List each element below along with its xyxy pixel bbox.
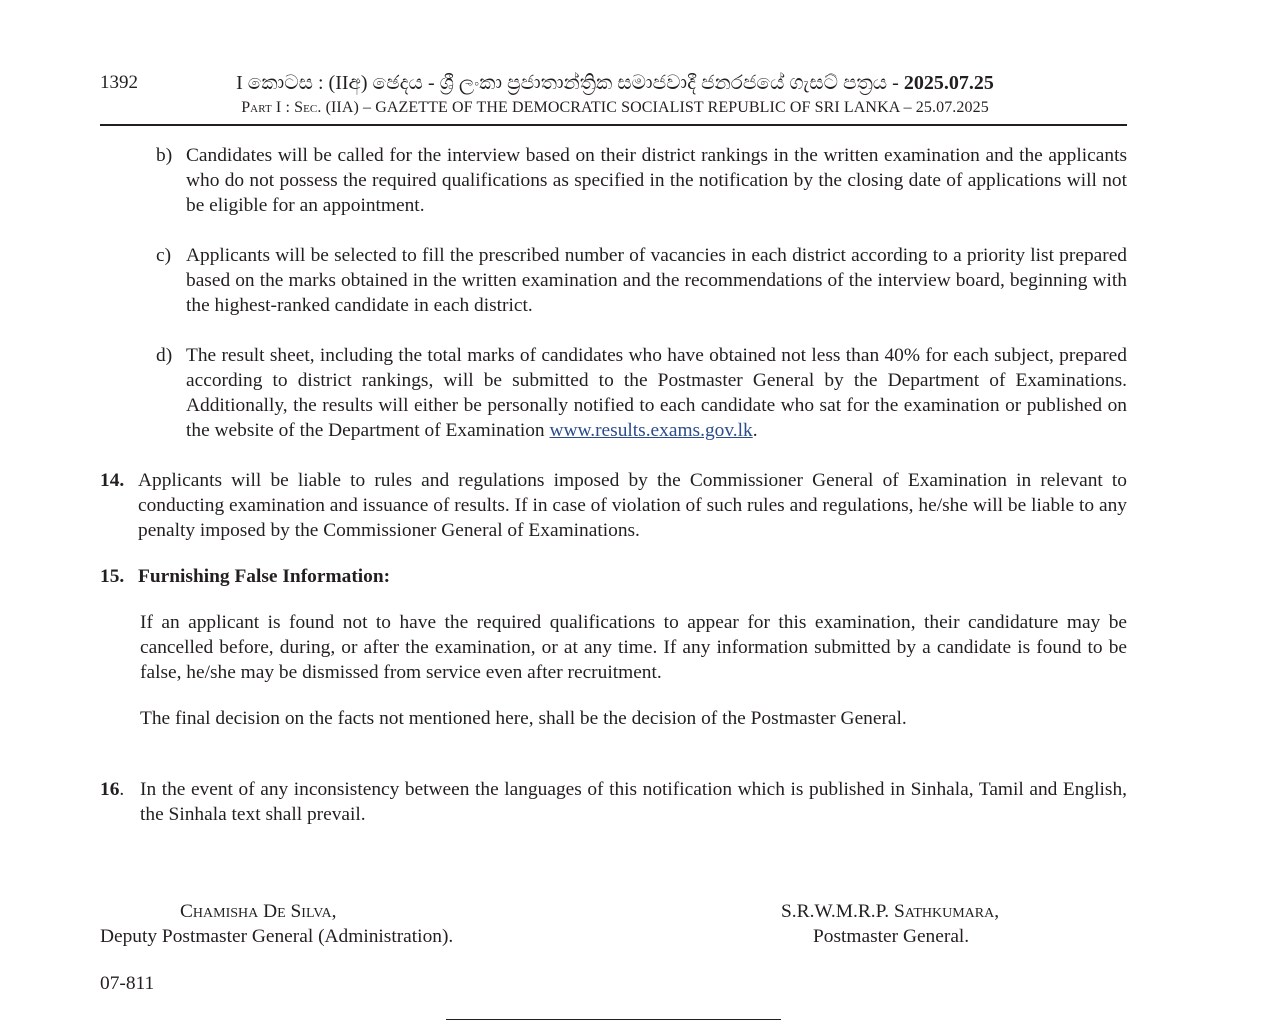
section-15-paragraph-2: The final decision on the facts not mentioned here, shall be the decision of the Postmaster General. <box>140 708 907 729</box>
section-16-number: 16. <box>100 779 125 800</box>
section-15-heading: Furnishing False Information: <box>138 566 391 587</box>
header-gazette-title: (IIA) – GAZETTE OF THE DEMOCRATIC SOCIALIST REPUBLIC OF SRI LANKA – 25.07.2025 <box>325 99 989 116</box>
signatory-right-name: S.R.W.M.R.P. Sathkumara, <box>781 901 1000 922</box>
header-divider <box>100 124 1127 126</box>
section-15-number: 15. <box>100 566 125 587</box>
footer-divider <box>446 1019 781 1020</box>
signatory-left-title: Deputy Postmaster General (Administration). <box>100 926 454 947</box>
section-14-text: Applicants will be liable to rules and regulations imposed by the Commissioner General of Examination in relevant to conducting examination and issuance of results. If in case of violation of such rules and regulations, he/she will be liable to any penalty imposed by the Commissioner General of Examinations. <box>138 470 1127 541</box>
item-d-end: . <box>752 420 758 441</box>
section-16-text: In the event of any inconsistency between the languages of this notification which is published in Sinhala, Tamil and English, the Sinhala text shall prevail. <box>140 779 1127 825</box>
item-c-text: Applicants will be selected to fill the prescribed number of vacancies in each district according to a priority list prepared based on the marks obtained in the written examination and the recommendations of the interview board, beginning with the highest-ranked candidate in each district. <box>186 245 1127 316</box>
sinhala-running-header <box>130 72 1100 95</box>
sinhala-header-title: I කොටස : (IIඅ) ඡෙදය - ශ්‍රී ලංකා ප්‍රජාතාන්ත්‍රික සමාජවාදී ජනරජයේ ගැසට් පත්‍රය - <box>236 72 899 94</box>
item-b-text: Candidates will be called for the interview based on their district rankings in the written examination and the applicants who do not possess the required qualifications as specified in the notification by the closing date of applications will not be eligible for an appointment. <box>186 145 1127 216</box>
header-part: Part I <box>241 99 282 116</box>
header-sec-label: Sec. <box>294 99 322 116</box>
results-website-link[interactable]: www.results.exams.gov.lk <box>549 420 753 441</box>
signatory-left-name: Chamisha De Silva, <box>180 901 337 922</box>
item-b-marker: b) <box>156 145 173 166</box>
sinhala-header-date: 2025.07.25 <box>903 72 994 94</box>
section-15-paragraph-1: If an applicant is found not to have the required qualifications to appear for this examination, their candidature may be cancelled before, during, or after the examination, or at any time. If any information submitted by a candidate is found to be false, he/she may be dismissed from service even after recruitment. <box>140 612 1127 683</box>
item-d-paragraph <box>186 343 1127 443</box>
item-d-marker: d) <box>156 345 173 366</box>
notice-reference-number: 07-811 <box>100 973 155 994</box>
section-14-number: 14. <box>100 470 125 491</box>
item-d-text: The result sheet, including the total marks of candidates who have obtained not less than 40% for each subject, prepared according to district rankings, will be submitted to the Postmaster General by the Department of Examinations. Additionally, the results will either be personally notified to each candidate who sat for the examination or published on the website of the Department of Examination <box>186 345 1127 441</box>
signatory-right-title: Postmaster General. <box>813 926 970 947</box>
english-running-header: Part I : Sec. (IIA) – GAZETTE OF THE DEMOCRATIC SOCIALIST REPUBLIC OF SRI LANKA – 25.07.2025 <box>241 99 989 116</box>
item-c-marker: c) <box>156 245 172 266</box>
page-number: 1392 <box>100 72 138 93</box>
